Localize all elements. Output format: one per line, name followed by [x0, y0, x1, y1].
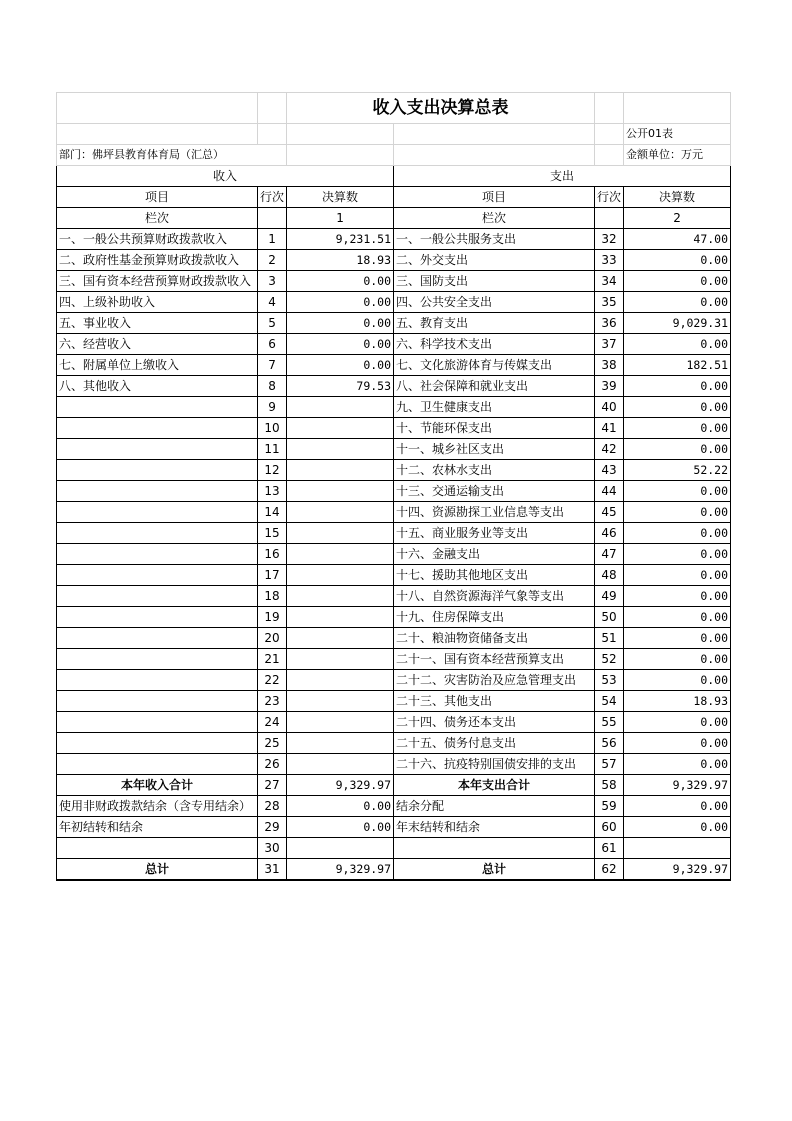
income-row-number: 7 — [258, 355, 287, 376]
expense-amount: 0.00 — [624, 712, 731, 733]
income-item-label — [57, 712, 258, 733]
expense-item-label: 十七、援助其他地区支出 — [394, 565, 595, 586]
income-amount: 18.93 — [287, 250, 394, 271]
income-amount — [287, 523, 394, 544]
income-item-label — [57, 838, 258, 859]
income-item-label: 总计 — [57, 859, 258, 881]
income-amount — [287, 544, 394, 565]
income-amount — [287, 460, 394, 481]
income-amount: 0.00 — [287, 271, 394, 292]
expense-amount: 0.00 — [624, 481, 731, 502]
expense-item-label: 二十五、债务付息支出 — [394, 733, 595, 754]
expense-row-number: 46 — [595, 523, 624, 544]
expense-row-number: 33 — [595, 250, 624, 271]
income-item-label — [57, 607, 258, 628]
table-row — [57, 229, 731, 250]
expense-amount: 0.00 — [624, 628, 731, 649]
blank-cell — [595, 145, 624, 166]
expense-row-header: 行次 — [595, 187, 624, 208]
expense-amount-header: 决算数 — [624, 187, 731, 208]
income-amount — [287, 691, 394, 712]
expense-row-number: 51 — [595, 628, 624, 649]
income-row-number: 23 — [258, 691, 287, 712]
income-item-label: 本年收入合计 — [57, 775, 258, 796]
income-item-label: 二、政府性基金预算财政拨款收入 — [57, 250, 258, 271]
expense-item-label: 一、一般公共服务支出 — [394, 229, 595, 250]
expense-amount: 0.00 — [624, 250, 731, 271]
income-row-header: 行次 — [258, 187, 287, 208]
expense-row-number: 50 — [595, 607, 624, 628]
expense-amount: 0.00 — [624, 754, 731, 775]
expense-item-label: 四、公共安全支出 — [394, 292, 595, 313]
income-row-number: 9 — [258, 397, 287, 418]
expense-row-number: 36 — [595, 313, 624, 334]
income-amount — [287, 418, 394, 439]
table-row — [57, 649, 731, 670]
expense-row-number: 55 — [595, 712, 624, 733]
income-item-label: 五、事业收入 — [57, 313, 258, 334]
expense-row-number: 44 — [595, 481, 624, 502]
income-column-number: 1 — [287, 208, 394, 229]
page-title: 收入支出决算总表 — [287, 93, 595, 124]
income-row-number: 12 — [258, 460, 287, 481]
income-item-header: 项目 — [57, 187, 258, 208]
expense-row-number: 52 — [595, 649, 624, 670]
income-amount — [287, 754, 394, 775]
income-row-number: 22 — [258, 670, 287, 691]
expense-item-header: 项目 — [394, 187, 595, 208]
income-amount-header: 决算数 — [287, 187, 394, 208]
expense-amount: 9,329.97 — [624, 775, 731, 796]
expense-amount: 9,329.97 — [624, 859, 731, 881]
expense-row-number: 32 — [595, 229, 624, 250]
income-row-number: 15 — [258, 523, 287, 544]
expense-lanci-label: 栏次 — [394, 208, 595, 229]
expense-amount: 0.00 — [624, 439, 731, 460]
grand-total-row — [57, 859, 731, 881]
budget-sheet — [56, 92, 731, 881]
table-row — [57, 355, 731, 376]
expense-amount: 0.00 — [624, 796, 731, 817]
income-row-number: 10 — [258, 418, 287, 439]
expense-header: 支出 — [394, 166, 731, 187]
income-item-label — [57, 523, 258, 544]
expense-row-number: 35 — [595, 292, 624, 313]
income-item-label — [57, 565, 258, 586]
income-amount — [287, 397, 394, 418]
expense-item-label: 总计 — [394, 859, 595, 881]
table-row — [57, 796, 731, 817]
table-row — [57, 691, 731, 712]
table-row — [57, 733, 731, 754]
income-amount: 9,329.97 — [287, 775, 394, 796]
income-item-label: 七、附属单位上缴收入 — [57, 355, 258, 376]
income-row-number: 5 — [258, 313, 287, 334]
income-item-label — [57, 586, 258, 607]
expense-item-label: 十三、交通运输支出 — [394, 481, 595, 502]
income-amount: 9,231.51 — [287, 229, 394, 250]
expense-amount: 0.00 — [624, 523, 731, 544]
summary-table — [56, 92, 731, 881]
expense-row-number: 43 — [595, 460, 624, 481]
blank-cell — [258, 124, 287, 145]
income-amount: 79.53 — [287, 376, 394, 397]
table-row — [57, 481, 731, 502]
income-row-number: 13 — [258, 481, 287, 502]
blank-cell — [287, 145, 394, 166]
table-row — [57, 292, 731, 313]
table-row — [57, 334, 731, 355]
income-item-label — [57, 733, 258, 754]
income-row-number: 1 — [258, 229, 287, 250]
expense-item-label: 二十六、抗疫特别国债安排的支出 — [394, 754, 595, 775]
expense-item-label: 十五、商业服务业等支出 — [394, 523, 595, 544]
table-row — [57, 271, 731, 292]
table-row — [57, 754, 731, 775]
expense-item-label: 八、社会保障和就业支出 — [394, 376, 595, 397]
expense-amount — [624, 838, 731, 859]
table-row — [57, 544, 731, 565]
expense-item-label: 二、外交支出 — [394, 250, 595, 271]
income-amount: 0.00 — [287, 796, 394, 817]
income-amount: 0.00 — [287, 292, 394, 313]
income-row-number: 2 — [258, 250, 287, 271]
income-item-label — [57, 670, 258, 691]
income-row-number: 14 — [258, 502, 287, 523]
table-row — [57, 439, 731, 460]
income-amount: 0.00 — [287, 817, 394, 838]
table-row — [57, 628, 731, 649]
expense-amount: 0.00 — [624, 502, 731, 523]
expense-amount: 18.93 — [624, 691, 731, 712]
expense-row-number: 58 — [595, 775, 624, 796]
income-row-number: 21 — [258, 649, 287, 670]
income-amount — [287, 838, 394, 859]
expense-row-number: 56 — [595, 733, 624, 754]
expense-item-label: 二十二、灾害防治及应急管理支出 — [394, 670, 595, 691]
income-row-number: 31 — [258, 859, 287, 881]
income-item-label — [57, 418, 258, 439]
table-row — [57, 250, 731, 271]
expense-row-number: 41 — [595, 418, 624, 439]
income-amount: 9,329.97 — [287, 859, 394, 881]
income-amount — [287, 628, 394, 649]
table-row — [57, 712, 731, 733]
expense-item-label: 二十三、其他支出 — [394, 691, 595, 712]
income-item-label — [57, 691, 258, 712]
expense-amount: 0.00 — [624, 649, 731, 670]
expense-item-label: 二十、粮油物资储备支出 — [394, 628, 595, 649]
table-row — [57, 376, 731, 397]
expense-amount: 0.00 — [624, 733, 731, 754]
income-row-number: 11 — [258, 439, 287, 460]
expense-row-number: 42 — [595, 439, 624, 460]
expense-row-number: 54 — [595, 691, 624, 712]
income-row-number: 27 — [258, 775, 287, 796]
income-row-number: 20 — [258, 628, 287, 649]
expense-item-label: 十一、城乡社区支出 — [394, 439, 595, 460]
expense-item-label: 二十四、债务还本支出 — [394, 712, 595, 733]
income-amount — [287, 670, 394, 691]
income-lanci-label: 栏次 — [57, 208, 258, 229]
income-item-label — [57, 502, 258, 523]
table-row — [57, 838, 731, 859]
income-row-number: 25 — [258, 733, 287, 754]
expense-row-number: 53 — [595, 670, 624, 691]
expense-row-number: 48 — [595, 565, 624, 586]
expense-item-label: 三、国防支出 — [394, 271, 595, 292]
expense-amount: 0.00 — [624, 565, 731, 586]
table-row — [57, 817, 731, 838]
expense-item-label — [394, 838, 595, 859]
income-item-label — [57, 460, 258, 481]
expense-amount: 0.00 — [624, 586, 731, 607]
income-item-label — [57, 544, 258, 565]
income-amount: 0.00 — [287, 334, 394, 355]
expense-item-label: 二十一、国有资本经营预算支出 — [394, 649, 595, 670]
form-number: 公开01表 — [624, 124, 731, 145]
income-item-label — [57, 481, 258, 502]
expense-item-label: 六、科学技术支出 — [394, 334, 595, 355]
expense-amount: 0.00 — [624, 292, 731, 313]
blank-cell — [394, 124, 595, 145]
income-amount — [287, 649, 394, 670]
expense-amount: 52.22 — [624, 460, 731, 481]
income-amount — [287, 481, 394, 502]
income-amount — [287, 733, 394, 754]
income-row-number: 6 — [258, 334, 287, 355]
income-item-label: 六、经营收入 — [57, 334, 258, 355]
department-label: 部门：佛坪县教育体育局（汇总） — [57, 145, 287, 166]
income-item-label: 三、国有资本经营预算财政拨款收入 — [57, 271, 258, 292]
expense-row-number: 62 — [595, 859, 624, 881]
expense-row-number: 57 — [595, 754, 624, 775]
income-amount — [287, 586, 394, 607]
income-row-number: 29 — [258, 817, 287, 838]
blank-cell — [258, 208, 287, 229]
table-row — [57, 460, 731, 481]
expense-row-number: 49 — [595, 586, 624, 607]
expense-amount: 0.00 — [624, 334, 731, 355]
blank-cell — [595, 93, 624, 124]
income-amount — [287, 439, 394, 460]
expense-amount: 0.00 — [624, 670, 731, 691]
expense-row-number: 59 — [595, 796, 624, 817]
income-amount: 0.00 — [287, 355, 394, 376]
income-row-number: 19 — [258, 607, 287, 628]
expense-row-number: 61 — [595, 838, 624, 859]
table-row — [57, 670, 731, 691]
income-amount — [287, 712, 394, 733]
income-header: 收入 — [57, 166, 394, 187]
blank-cell — [595, 124, 624, 145]
expense-item-label: 十四、资源勘探工业信息等支出 — [394, 502, 595, 523]
expense-row-number: 34 — [595, 271, 624, 292]
income-row-number: 4 — [258, 292, 287, 313]
income-row-number: 28 — [258, 796, 287, 817]
income-item-label: 一、一般公共预算财政拨款收入 — [57, 229, 258, 250]
income-item-label — [57, 397, 258, 418]
expense-amount: 47.00 — [624, 229, 731, 250]
expense-item-label: 十六、金融支出 — [394, 544, 595, 565]
income-amount: 0.00 — [287, 313, 394, 334]
expense-amount: 0.00 — [624, 544, 731, 565]
income-row-number: 24 — [258, 712, 287, 733]
blank-cell — [624, 93, 731, 124]
income-row-number: 26 — [258, 754, 287, 775]
table-row — [57, 313, 731, 334]
income-row-number: 16 — [258, 544, 287, 565]
expense-row-number: 39 — [595, 376, 624, 397]
expense-amount: 0.00 — [624, 418, 731, 439]
expense-row-number: 45 — [595, 502, 624, 523]
income-item-label — [57, 754, 258, 775]
income-row-number: 3 — [258, 271, 287, 292]
table-row — [57, 523, 731, 544]
expense-amount: 0.00 — [624, 607, 731, 628]
expense-amount: 0.00 — [624, 397, 731, 418]
income-item-label — [57, 439, 258, 460]
expense-amount: 0.00 — [624, 817, 731, 838]
blank-cell — [57, 93, 258, 124]
blank-cell — [258, 93, 287, 124]
expense-amount: 182.51 — [624, 355, 731, 376]
expense-item-label: 十二、农林水支出 — [394, 460, 595, 481]
income-item-label: 年初结转和结余 — [57, 817, 258, 838]
table-row — [57, 607, 731, 628]
income-amount — [287, 607, 394, 628]
expense-item-label: 年末结转和结余 — [394, 817, 595, 838]
table-row — [57, 418, 731, 439]
expense-item-label: 十八、自然资源海洋气象等支出 — [394, 586, 595, 607]
table-row — [57, 586, 731, 607]
unit-label: 金额单位：万元 — [624, 145, 731, 166]
expense-amount: 0.00 — [624, 376, 731, 397]
expense-item-label: 五、教育支出 — [394, 313, 595, 334]
income-item-label — [57, 649, 258, 670]
expense-amount: 9,029.31 — [624, 313, 731, 334]
income-amount — [287, 502, 394, 523]
expense-item-label: 十九、住房保障支出 — [394, 607, 595, 628]
table-row — [57, 565, 731, 586]
table-row — [57, 397, 731, 418]
blank-cell — [394, 145, 595, 166]
expense-item-label: 十、节能环保支出 — [394, 418, 595, 439]
expense-row-number: 40 — [595, 397, 624, 418]
income-row-number: 30 — [258, 838, 287, 859]
expense-row-number: 47 — [595, 544, 624, 565]
blank-cell — [287, 124, 394, 145]
table-row — [57, 502, 731, 523]
income-row-number: 8 — [258, 376, 287, 397]
blank-cell — [57, 124, 258, 145]
income-amount — [287, 565, 394, 586]
year-total-row — [57, 775, 731, 796]
expense-item-label: 七、文化旅游体育与传媒支出 — [394, 355, 595, 376]
expense-item-label: 九、卫生健康支出 — [394, 397, 595, 418]
expense-row-number: 37 — [595, 334, 624, 355]
income-row-number: 17 — [258, 565, 287, 586]
expense-amount: 0.00 — [624, 271, 731, 292]
income-item-label: 四、上级补助收入 — [57, 292, 258, 313]
income-item-label: 八、其他收入 — [57, 376, 258, 397]
income-item-label — [57, 628, 258, 649]
blank-cell — [595, 208, 624, 229]
expense-item-label: 本年支出合计 — [394, 775, 595, 796]
expense-column-number: 2 — [624, 208, 731, 229]
income-item-label: 使用非财政拨款结余（含专用结余） — [57, 796, 258, 817]
expense-row-number: 38 — [595, 355, 624, 376]
expense-row-number: 60 — [595, 817, 624, 838]
income-row-number: 18 — [258, 586, 287, 607]
expense-item-label: 结余分配 — [394, 796, 595, 817]
